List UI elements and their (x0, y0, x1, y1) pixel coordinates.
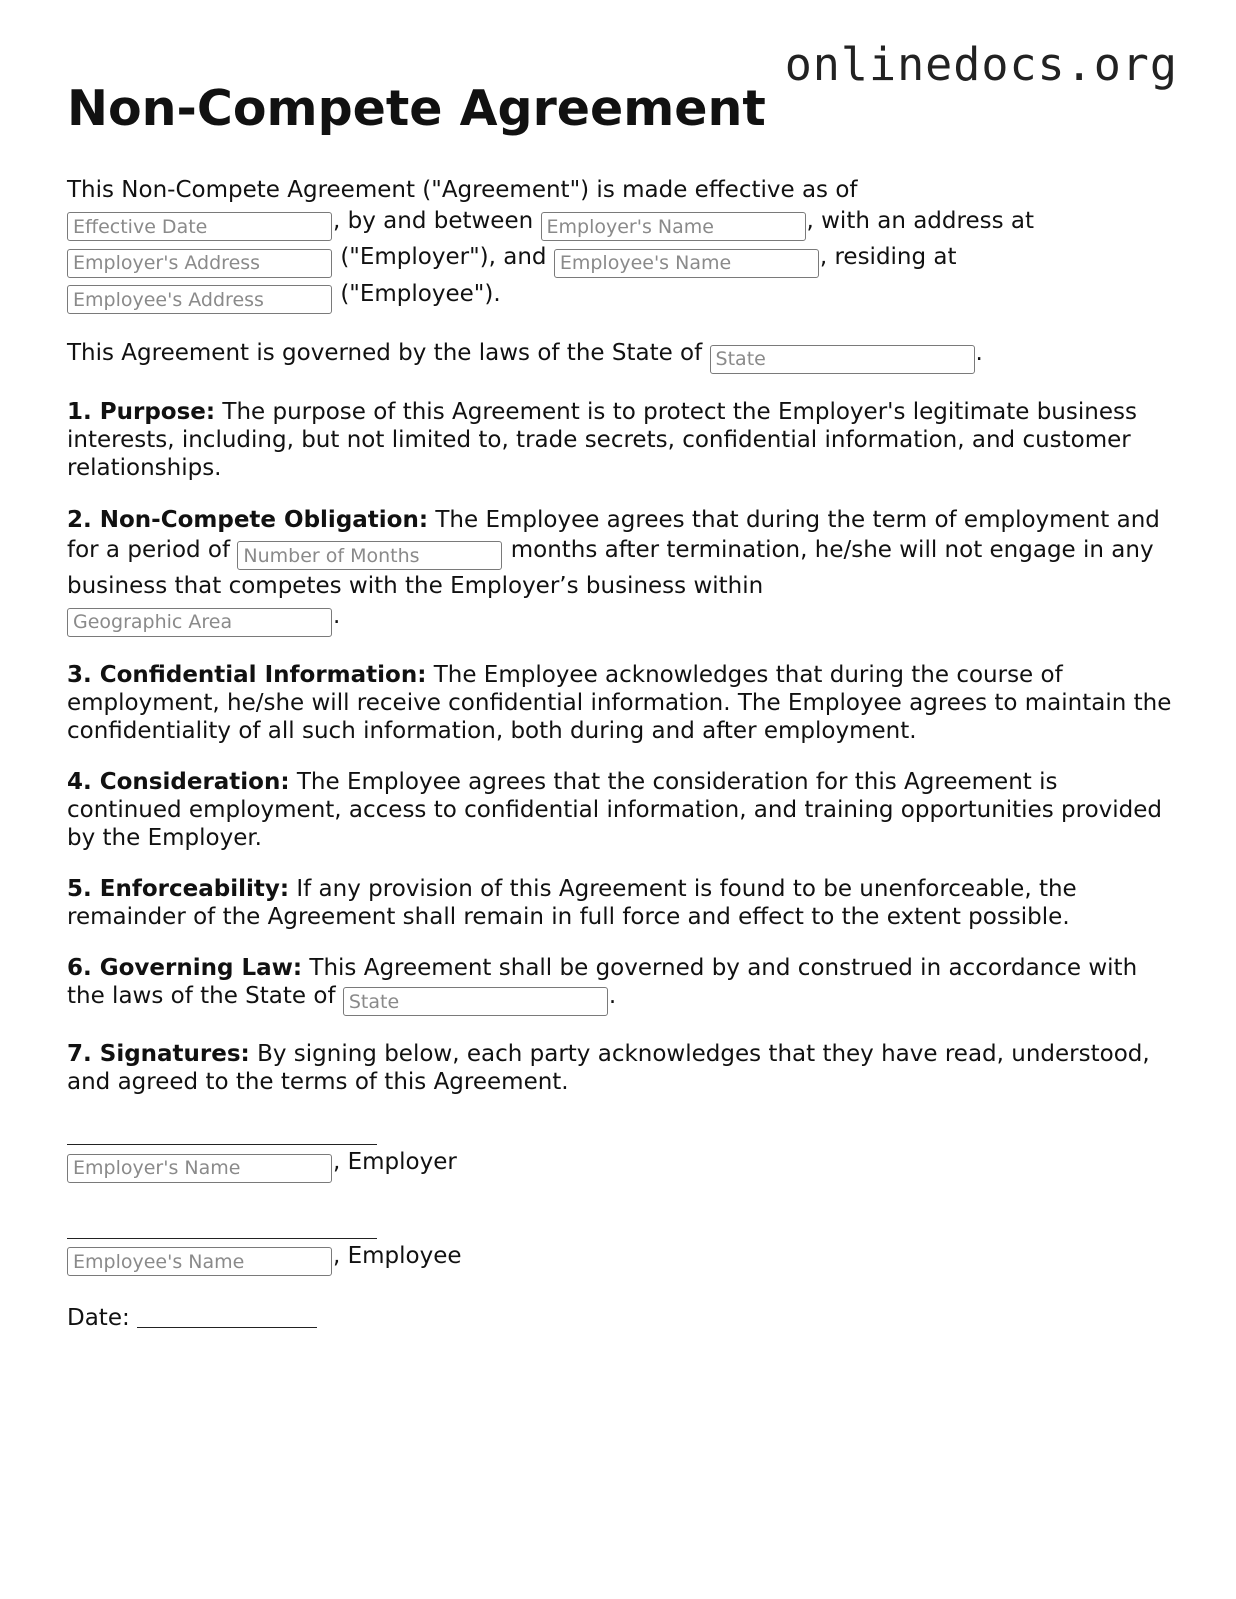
date-label: Date: (67, 1305, 138, 1332)
section-body: By signing below, each party acknowledges that they have read, understood, and agreed to the terms of this Agreement. (67, 1041, 1150, 1096)
section-body: The Employee acknowledges that during the course of employment, he/she will receive confidential information. The Employee agrees to maintain the confidentiality of all such information, both during and after employment. (67, 661, 1172, 744)
intro-text-2: , by and between (333, 207, 534, 234)
section-signatures (67, 1040, 1177, 1096)
employee-signature-name-field[interactable] (67, 1247, 332, 1276)
section-body: The Employee agrees that the consideration for this Agreement is continued employment, access to confidential information, and training opportunities provided by the Employer. (67, 768, 1162, 851)
employer-signature-name-field[interactable] (67, 1154, 332, 1183)
section-heading: 7. Signatures: (67, 1041, 250, 1068)
section-body: If any provision of this Agreement is found to be unenforceable, the remainder of the Agreement shall remain in full force and effect to the extent possible. (67, 875, 1077, 930)
employer-name-field[interactable] (541, 212, 806, 241)
employer-signature-line[interactable] (67, 1130, 377, 1145)
geographic-area-field[interactable] (67, 608, 332, 637)
effective-date-field[interactable] (67, 212, 332, 241)
employee-signature-line[interactable] (67, 1224, 377, 1239)
section-heading: 6. Governing Law: (67, 954, 303, 981)
employer-label: , Employer (333, 1149, 457, 1176)
intro-text-4: ("Employer"), and (340, 244, 547, 271)
employee-address-field[interactable] (67, 285, 332, 314)
section-confidential (67, 661, 1177, 745)
section-non-compete (67, 505, 1177, 638)
section-heading: 3. Confidential Information: (67, 661, 427, 688)
section-heading: 4. Consideration: (67, 768, 290, 795)
intro-text-3: , with an address at (806, 207, 1034, 234)
section-heading: 5. Enforceability: (67, 875, 290, 902)
number-of-months-field[interactable] (237, 541, 502, 570)
governing-law-state-field[interactable] (343, 987, 608, 1016)
section-consideration (67, 768, 1177, 852)
section-purpose (67, 398, 1177, 482)
employer-signature-row (67, 1147, 1177, 1184)
intro-text-1: This Non-Compete Agreement ("Agreement") is made effective as of (67, 176, 858, 203)
section-end: . (608, 982, 617, 1009)
employee-signature-block (67, 1224, 1177, 1278)
employer-signature-block (67, 1130, 1177, 1184)
section-enforceability (67, 875, 1177, 931)
employee-signature-row (67, 1241, 1177, 1278)
state-field[interactable] (710, 345, 975, 374)
governed-end: . (975, 340, 983, 367)
date-blank-line[interactable] (137, 1305, 317, 1328)
section-governing-law (67, 954, 1177, 1018)
section-body-1: The Employee agrees that during the term of employment and for a period of (67, 506, 1160, 563)
employee-name-field[interactable] (554, 249, 819, 278)
governing-state-paragraph (67, 339, 1177, 375)
site-watermark: onlinedocs.org (784, 38, 1178, 91)
employer-address-field[interactable] (67, 249, 332, 278)
section-body: The purpose of this Agreement is to protect the Employer's legitimate business interests, including, but not limited to, trade secrets, confidential information, and customer relationships. (67, 398, 1137, 481)
governed-text: This Agreement is governed by the laws of the State of (67, 340, 703, 367)
date-row (67, 1305, 1177, 1331)
document-page (67, 80, 1177, 1331)
section-heading: 1. Purpose: (67, 398, 216, 425)
section-end: . (333, 603, 341, 630)
intro-text-6: ("Employee"). (340, 280, 501, 307)
section-body-2: months after termination, he/she will not engage in any business that competes with the Employer’s business within (67, 536, 1154, 600)
section-body: This Agreement shall be governed by and construed in accordance with the laws of the State of (67, 954, 1138, 1009)
page-title: Non-Compete Agreement (67, 80, 766, 137)
intro-text-5: , residing at (819, 244, 957, 271)
intro-paragraph (67, 175, 1177, 316)
employee-label: , Employee (333, 1242, 462, 1269)
section-heading: 2. Non-Compete Obligation: (67, 506, 429, 533)
